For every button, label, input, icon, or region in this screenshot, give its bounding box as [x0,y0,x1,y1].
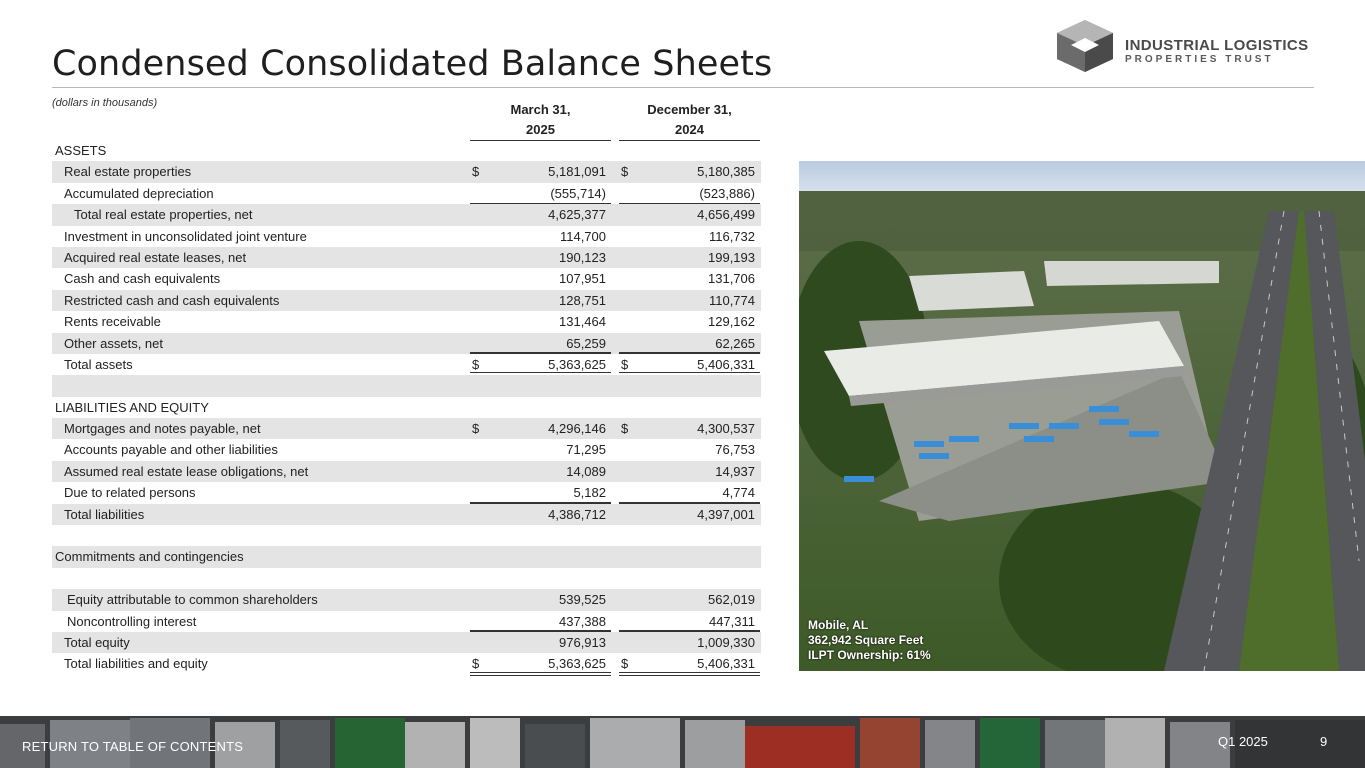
table-row [52,311,761,332]
value-december-2024: 110,774 [708,292,755,308]
value-march-2025: 4,386,712 [548,506,606,522]
value-march-2025: 4,625,377 [548,207,606,223]
value-march-2025: 107,951 [559,271,606,287]
value-march-2025: 5,181,091 [548,164,606,180]
value-march-2025: 190,123 [559,249,606,265]
photo-caption [808,618,931,663]
row-label: Real estate properties [64,164,192,180]
value-march-2025: 114,700 [559,228,606,244]
row-label: Accounts payable and other liabilities [64,442,278,458]
table-row [52,589,761,610]
caption-ownership: ILPT Ownership: 61% [808,648,931,662]
table-row [52,504,761,525]
total-double-rule [470,672,611,676]
row-label: Rents receivable [64,314,161,330]
table-row [52,290,761,311]
caption-location: Mobile, AL [808,618,869,632]
value-december-2024: 4,300,537 [697,421,755,437]
table-row [52,461,761,482]
value-december-2024: 4,656,499 [697,207,755,223]
row-label: Due to related persons [64,485,196,501]
table-row [52,268,761,289]
page-number: 9 [1320,734,1328,749]
column-header-current [470,100,611,141]
value-december-2024: 199,193 [708,249,755,265]
currency-symbol: $ [472,656,480,672]
row-label: Commitments and contingencies [55,549,244,565]
company-logo [1055,20,1317,72]
value-december-2024: 131,706 [708,271,755,287]
value-december-2024: 5,406,331 [697,656,755,672]
page-title: Condensed Consolidated Balance Sheets [52,44,773,84]
table-row [52,247,761,268]
table-row [52,161,761,182]
row-label: Total real estate properties, net [74,207,253,223]
row-label: Accumulated depreciation [64,185,214,201]
value-march-2025: 5,182 [573,485,606,501]
column-header-line1: March 31, [510,102,571,117]
value-march-2025: 5,363,625 [548,356,606,372]
value-december-2024: 76,753 [715,442,755,458]
column-header-line2: 2025 [526,122,555,137]
value-march-2025: 539,525 [559,592,606,608]
value-march-2025: 976,913 [559,634,606,650]
row-label: Noncontrolling interest [67,613,197,629]
currency-symbol: $ [621,421,629,437]
table-row [52,226,761,247]
table-row [52,140,761,161]
currency-symbol: $ [472,164,480,180]
currency-symbol: $ [621,656,629,672]
table-row [52,482,761,503]
table-row [52,632,761,653]
logo-wordmark-line1: INDUSTRIAL LOGISTICS [1125,37,1309,54]
currency-symbol: $ [621,164,629,180]
table-row [52,546,761,567]
currency-symbol: $ [472,356,480,372]
table-row [52,568,761,589]
table-row [52,354,761,375]
value-march-2025: 71,295 [566,442,606,458]
value-december-2024: 447,311 [708,613,755,629]
value-december-2024: 5,406,331 [697,356,755,372]
table-row [52,418,761,439]
property-aerial-photo [799,161,1365,671]
cube-logo-icon [1055,20,1115,72]
row-label: LIABILITIES AND EQUITY [55,399,209,415]
row-label: Total liabilities [64,506,145,522]
row-label: Total assets [64,356,133,372]
value-december-2024: 116,732 [708,228,755,244]
value-march-2025: 5,363,625 [548,656,606,672]
table-row [52,525,761,546]
value-december-2024: 14,937 [715,463,755,479]
column-header-prior [619,100,760,141]
table-row [52,611,761,632]
table-row [52,375,761,396]
value-december-2024: 1,009,330 [697,634,755,650]
row-label: Total liabilities and equity [64,656,208,672]
report-period: Q1 2025 [1218,734,1268,749]
value-december-2024: 62,265 [715,335,755,351]
row-label: Total equity [64,634,130,650]
value-march-2025: 14,089 [566,463,606,479]
value-december-2024: (523,886) [699,185,755,201]
value-march-2025: 128,751 [559,292,606,308]
value-december-2024: 5,180,385 [697,164,755,180]
title-divider [52,87,1314,88]
table-row [52,183,761,204]
table-row [52,397,761,418]
row-label: Mortgages and notes payable, net [64,421,261,437]
column-header-line2: 2024 [675,122,704,137]
table-row [52,439,761,460]
caption-square-feet: 362,942 Square Feet [808,633,924,647]
currency-symbol: $ [472,421,480,437]
value-december-2024: 4,774 [722,485,755,501]
row-label: ASSETS [55,143,107,158]
row-label: Equity attributable to common shareholders [67,592,318,608]
balance-sheet-table [52,140,761,675]
row-label: Restricted cash and cash equivalents [64,292,280,308]
row-label: Other assets, net [64,335,163,351]
table-row [52,653,761,674]
row-label: Investment in unconsolidated joint venture [64,228,307,244]
value-march-2025: 4,296,146 [548,421,606,437]
units-note: (dollars in thousands) [52,97,158,109]
value-december-2024: 562,019 [708,592,755,608]
row-label: Acquired real estate leases, net [64,249,247,265]
column-header-line1: December 31, [647,102,732,117]
value-march-2025: 65,259 [566,335,606,351]
row-label: Cash and cash equivalents [64,271,221,287]
return-to-contents-link[interactable]: RETURN TO TABLE OF CONTENTS [22,739,244,754]
value-march-2025: 131,464 [559,314,606,330]
currency-symbol: $ [621,356,629,372]
table-row [52,333,761,354]
row-label: Assumed real estate lease obligations, net [64,463,309,479]
value-march-2025: 437,388 [559,613,606,629]
value-march-2025: (555,714) [550,185,606,201]
total-double-rule [619,672,760,676]
value-december-2024: 4,397,001 [697,506,755,522]
table-row [52,204,761,225]
value-december-2024: 129,162 [708,314,755,330]
logo-wordmark-line2: PROPERTIES TRUST [1125,54,1274,65]
